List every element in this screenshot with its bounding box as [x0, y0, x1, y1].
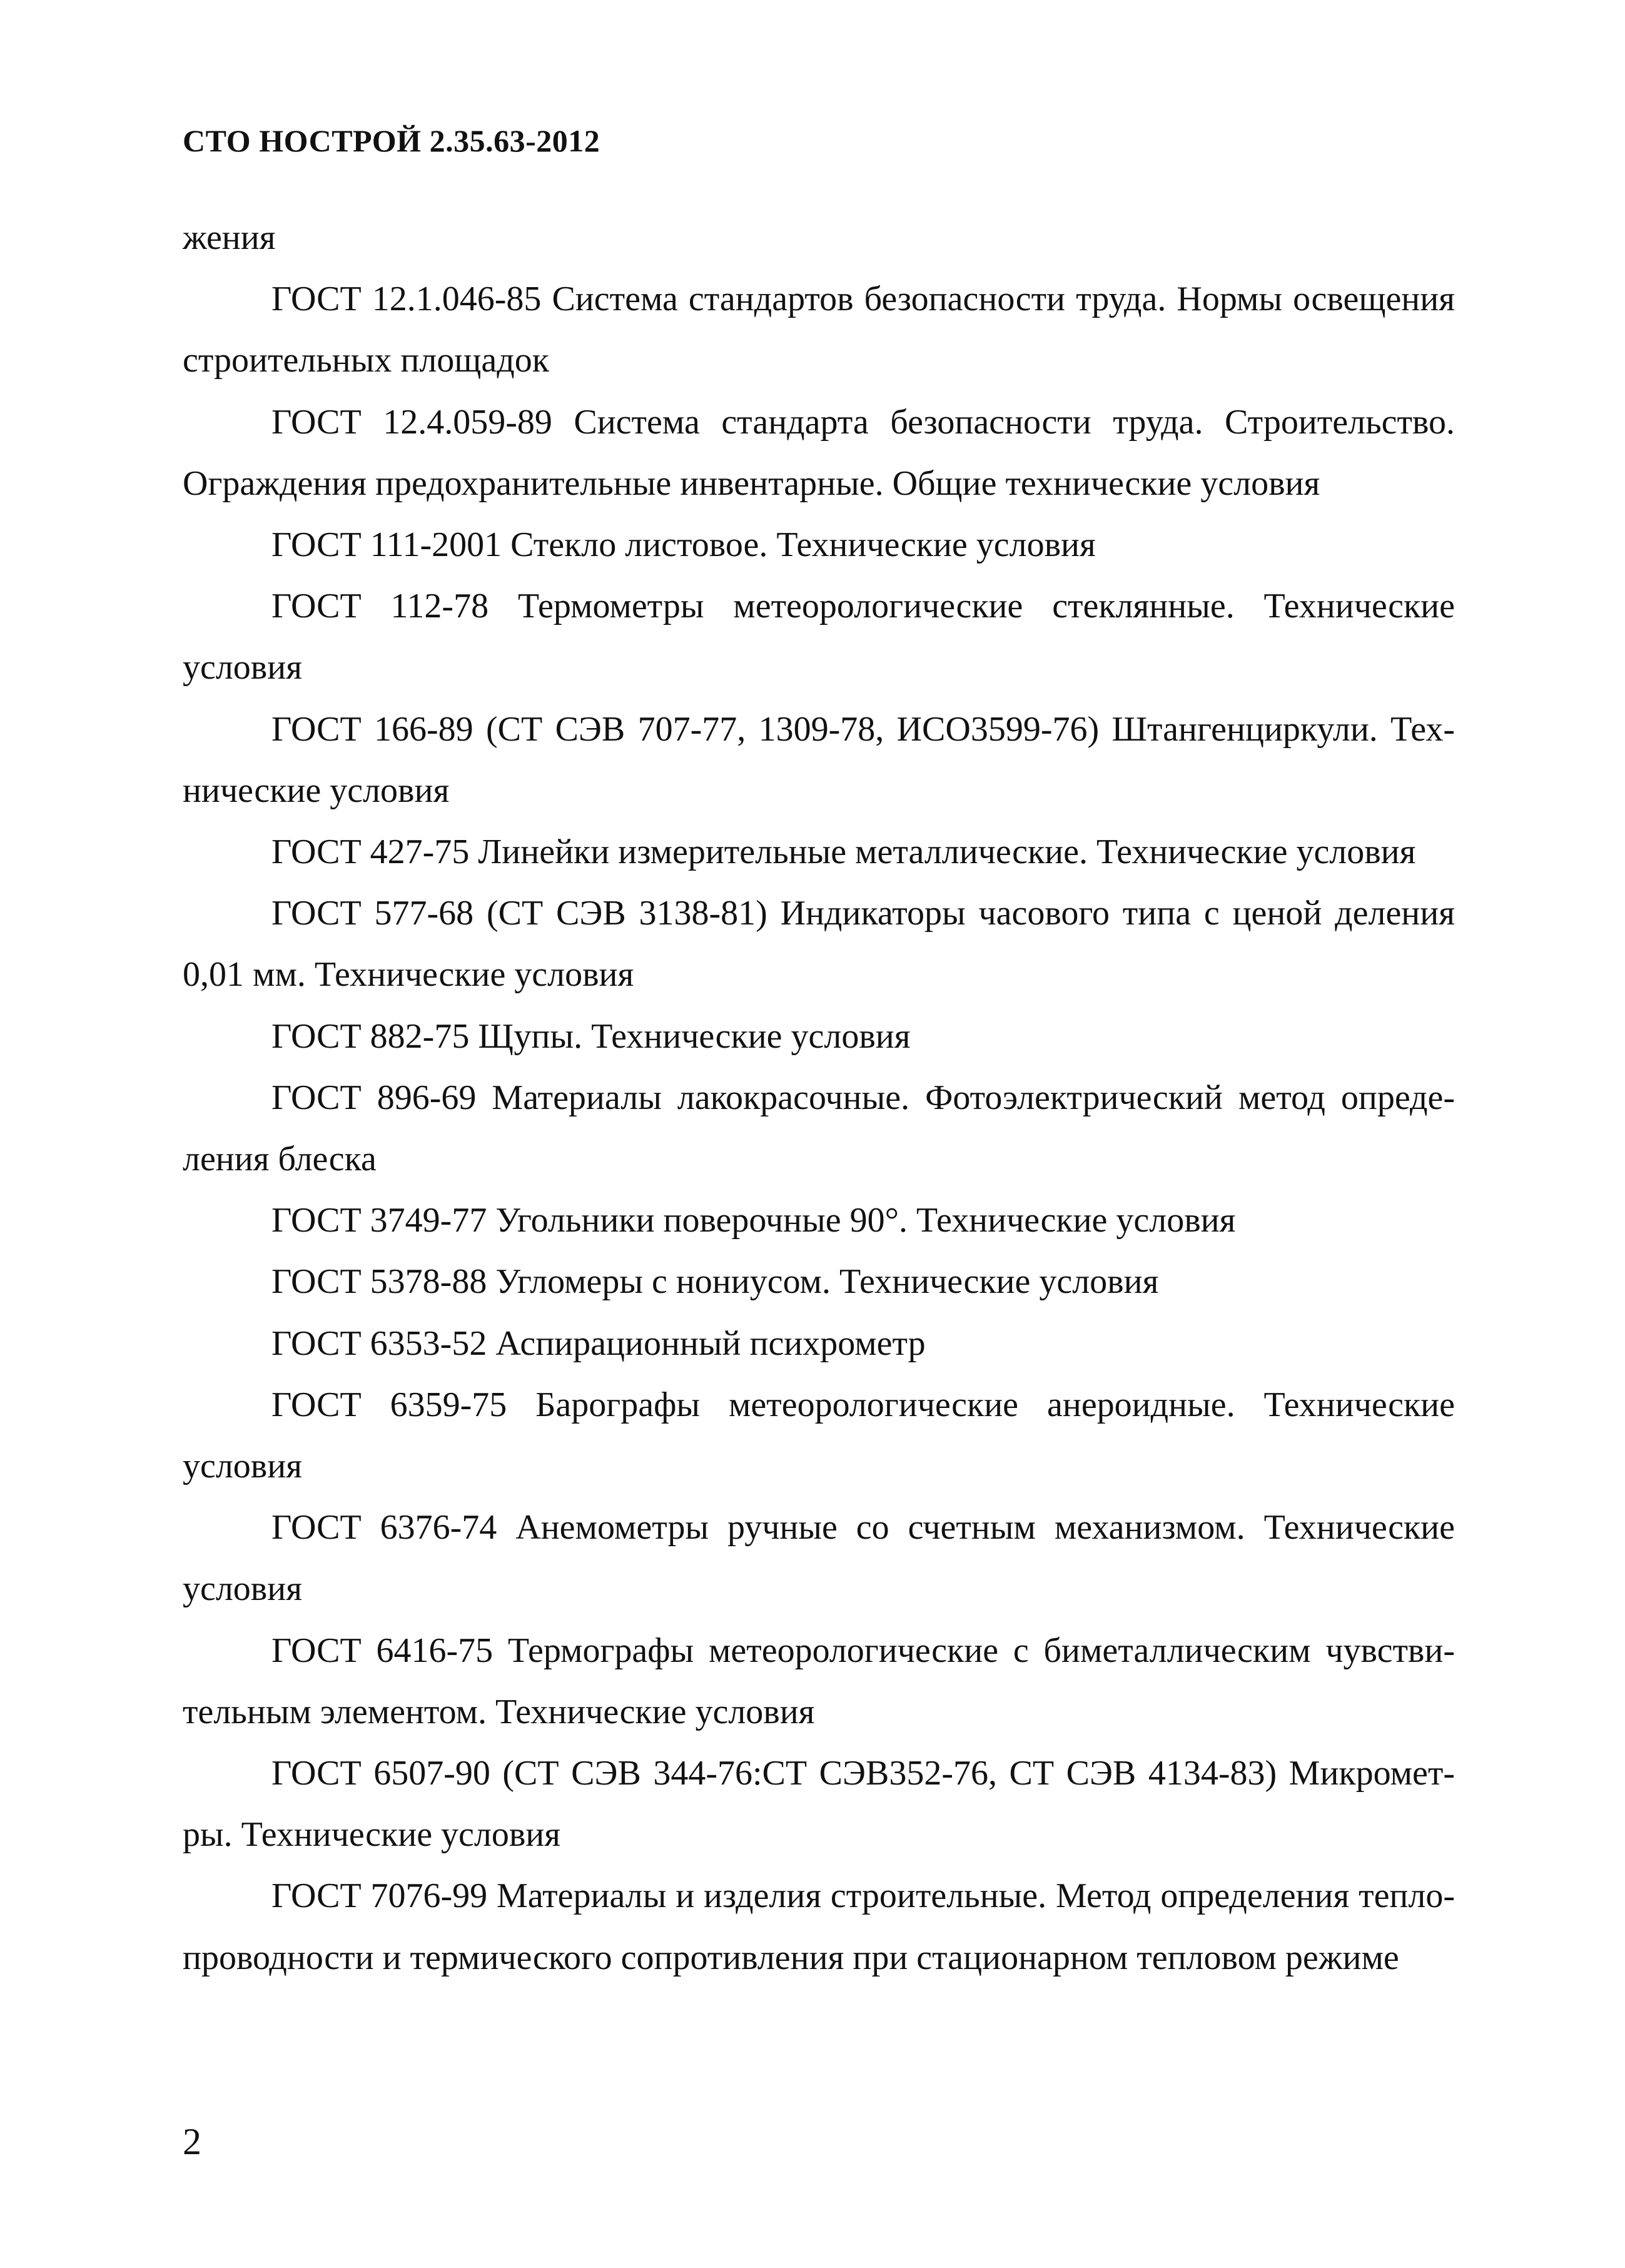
paragraph-gost-111: ГОСТ 111-2001 Стекло листовое. Технические условия	[271, 525, 1096, 565]
paragraph-gost-112: ГОСТ 112-78 Термометры метеорологические стеклянные. Технические условия	[183, 587, 1455, 687]
paragraph-gost-7076: ГОСТ 7076-99 Материалы и изделия строительные. Метод определения теплопроводности и термического сопротивления при стационарном тепловом режиме	[183, 1876, 1455, 1977]
paragraph-gost-577: ГОСТ 577-68 (СТ СЭВ 3138-81) Индикаторы часового типа с ценой деления 0,01 мм. Технические условия	[183, 894, 1455, 995]
paragraph-continuation: жения	[183, 218, 276, 257]
paragraph-gost-896: ГОСТ 896-69 Материалы лакокрасочные. Фотоэлектрический метод определения блеска	[183, 1078, 1455, 1179]
paragraph-gost-427: ГОСТ 427-75 Линейки измерительные металлические. Технические условия	[271, 833, 1416, 872]
paragraph-gost-12-1-046: ГОСТ 12.1.046-85 Система стандартов безопасности труда. Нормы освещения строительных площадок	[183, 280, 1455, 380]
page-number: 2	[183, 2121, 201, 2162]
paragraph-gost-882: ГОСТ 882-75 Щупы. Технические условия	[271, 1016, 911, 1056]
paragraph-gost-166: ГОСТ 166-89 (СТ СЭВ 707-77, 1309-78, ИСО3599-76) Штангенциркули. Технические условия	[183, 709, 1455, 810]
paragraph-gost-6376: ГОСТ 6376-74 Анемометры ручные со счетным механизмом. Технические условия	[183, 1508, 1455, 1609]
paragraph-gost-6416: ГОСТ 6416-75 Термографы метеорологические с биметаллическим чувствительным элементом. Технические условия	[183, 1631, 1455, 1731]
document-header: СТО НОСТРОЙ 2.35.63-2012	[183, 123, 600, 158]
document-body	[183, 207, 1455, 1988]
paragraph-gost-6507: ГОСТ 6507-90 (СТ СЭВ 344-76:СТ СЭВ352-76, СТ СЭВ 4134-83) Микрометры. Технические условия	[183, 1754, 1455, 1855]
paragraph-gost-3749: ГОСТ 3749-77 Угольники поверочные 90°. Технические условия	[271, 1201, 1236, 1240]
paragraph-gost-5378: ГОСТ 5378-88 Угломеры с нониусом. Технические условия	[271, 1262, 1159, 1302]
paragraph-gost-6353: ГОСТ 6353-52 Аспирационный психрометр	[271, 1324, 926, 1363]
paragraph-gost-12-4-059: ГОСТ 12.4.059-89 Система стандарта безопасности труда. Строительство. Ограждения предохранительные инвентарные. Общие технические условия	[183, 402, 1455, 503]
paragraph-gost-6359: ГОСТ 6359-75 Барографы метеорологические анероидные. Технические условия	[183, 1385, 1455, 1486]
